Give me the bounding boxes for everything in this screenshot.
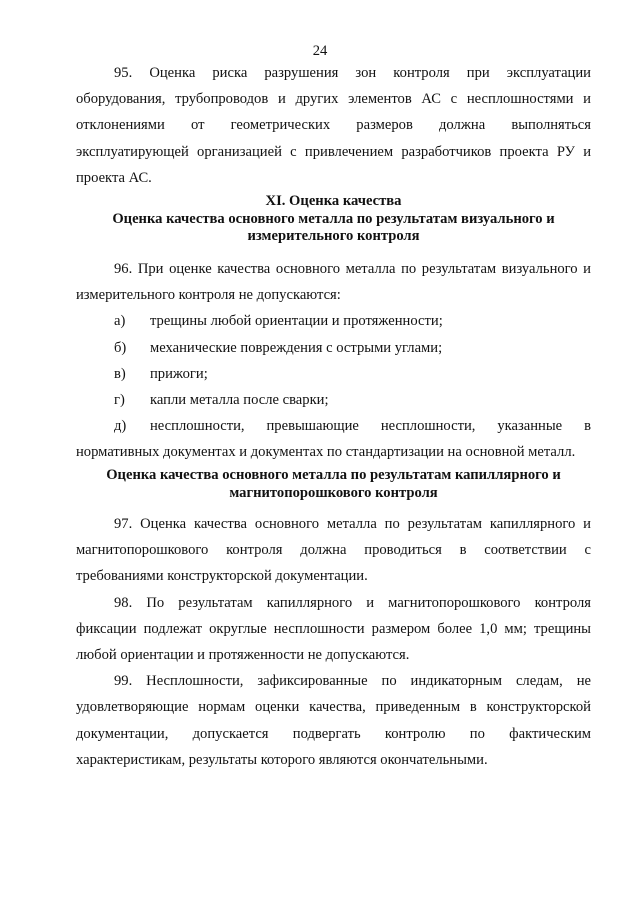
- list-item: [76, 335, 591, 361]
- paragraph-96: [76, 256, 591, 466]
- text-line: измерительного контроля не допускаются:: [76, 287, 341, 304]
- list-item: [76, 361, 591, 387]
- text-line: документации, допускается подвергать контролю по фактическим: [76, 725, 591, 742]
- list-marker: г): [114, 392, 125, 409]
- subsection-heading: [76, 467, 591, 502]
- text-line: отклонениями от геометрических размеров должна выполняться: [76, 117, 591, 134]
- section-heading: [76, 193, 591, 246]
- text-line: фиксации подлежат округлые несплошности размером более 1,0 мм; трещины: [76, 620, 591, 637]
- list-item-text: прижоги;: [150, 365, 208, 382]
- text-line: удовлетворяющие нормам оценки качества, приведенным в конструкторской: [76, 699, 591, 716]
- paragraph-95: [76, 60, 591, 191]
- text-line: любой ориентации и протяженности не допускаются.: [76, 647, 410, 664]
- text-line: оборудования, трубопроводов и других элементов АС с несплошностями и: [76, 91, 591, 108]
- page-number: 24: [312, 43, 328, 59]
- list-item: [76, 413, 591, 439]
- subsection-title: Оценка качества основного металла по результатам капиллярного и: [106, 467, 561, 483]
- list-marker: а): [114, 313, 126, 330]
- text-line: проекта АС.: [76, 169, 152, 186]
- text-line: 96. При оценке качества основного металла по результатам визуального и: [114, 261, 591, 277]
- section-title: XI. Оценка качества: [265, 193, 402, 209]
- list-marker: б): [114, 339, 127, 356]
- text-line: эксплуатирующей организацией с привлечением разработчиков проекта РУ и: [76, 143, 591, 160]
- list-marker: д): [114, 418, 127, 435]
- text-line: 98. По результатам капиллярного и магнитопорошкового контроля: [114, 594, 591, 611]
- list-item-text: трещины любой ориентации и протяженности;: [150, 313, 443, 330]
- list-item: [76, 387, 591, 413]
- list-item-text: несплошности, превышающие несплошности, указанные в: [150, 418, 591, 435]
- text-line: 99. Несплошности, зафиксированные по индикаторным следам, не: [114, 673, 591, 690]
- list-item: [76, 308, 591, 334]
- list-item-text: капли металла после сварки;: [150, 392, 329, 409]
- list-marker: в): [114, 365, 126, 382]
- subsection-title: измерительного контроля: [247, 228, 420, 244]
- text-line: магнитопорошкового контроля должна проводиться в соответствии с: [76, 542, 591, 559]
- subsection-title: магнитопорошкового контроля: [229, 484, 438, 501]
- text-line: 97. Оценка качества основного металла по результатам капиллярного и: [114, 516, 591, 532]
- list-item-continuation: нормативных документах и документах по стандартизации на основной металл.: [76, 444, 576, 461]
- list-item-text: механические повреждения с острыми углами;: [150, 339, 443, 356]
- text-line: характеристикам, результаты которого являются окончательными.: [76, 751, 488, 768]
- text-line: требованиями конструкторской документации.: [76, 568, 368, 585]
- paragraphs-97-99: [76, 511, 591, 773]
- subsection-title: Оценка качества основного металла по результатам визуального и: [112, 210, 555, 227]
- text-line: 95. Оценка риска разрушения зон контроля при эксплуатации: [114, 65, 591, 81]
